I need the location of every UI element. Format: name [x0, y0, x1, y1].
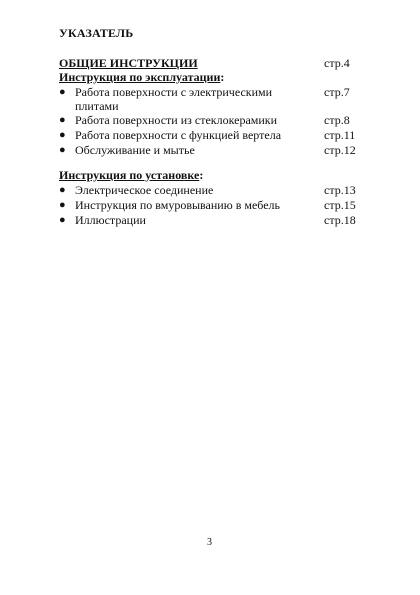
toc-item-page: стр.8 — [324, 113, 350, 127]
bullet-icon: ● — [59, 129, 66, 141]
toc-item — [59, 85, 389, 113]
toc-item-page: стр.12 — [324, 143, 356, 157]
toc-item-page: стр.7 — [324, 85, 350, 99]
operation-heading-label: Инструкция по эксплуатации — [59, 70, 221, 84]
toc-item-page: стр.11 — [324, 128, 356, 142]
bullet-icon: ● — [59, 144, 66, 156]
toc-item-text: Обслуживание и мытье — [75, 143, 195, 157]
toc-item-text: Работа поверхности из стеклокерамики — [75, 113, 278, 127]
toc-item-text: Иллюстрации — [75, 213, 146, 227]
general-instructions-heading: ОБЩИЕ ИНСТРУКЦИИ — [59, 56, 198, 70]
operation-heading-colon: : — [220, 70, 225, 84]
toc-item-text: Работа поверхности с электрическими плитами — [75, 85, 273, 113]
bullet-icon: ● — [59, 184, 66, 196]
bullet-icon: ● — [59, 86, 66, 98]
toc-item-text: Инструкция по вмуровыванию в мебель — [75, 198, 281, 212]
installation-heading-label: Инструкция по установке — [59, 168, 200, 182]
installation-heading-colon: : — [199, 168, 204, 182]
general-instructions-page: стр.4 — [324, 56, 350, 70]
toc-item-text: Электрическое соединение — [75, 183, 214, 197]
bullet-icon: ● — [59, 199, 66, 211]
bullet-icon: ● — [59, 214, 66, 226]
toc-item-page: стр.18 — [324, 213, 356, 227]
bullet-icon: ● — [59, 114, 66, 126]
operation-heading — [59, 70, 224, 85]
document-title: УКАЗАТЕЛЬ — [59, 26, 134, 40]
page-number: 3 — [207, 537, 212, 548]
toc-item-text: Работа поверхности с функцией вертела — [75, 128, 282, 142]
installation-heading — [59, 168, 203, 183]
toc-item-page: стр.15 — [324, 198, 356, 212]
toc-item-page: стр.13 — [324, 183, 356, 197]
